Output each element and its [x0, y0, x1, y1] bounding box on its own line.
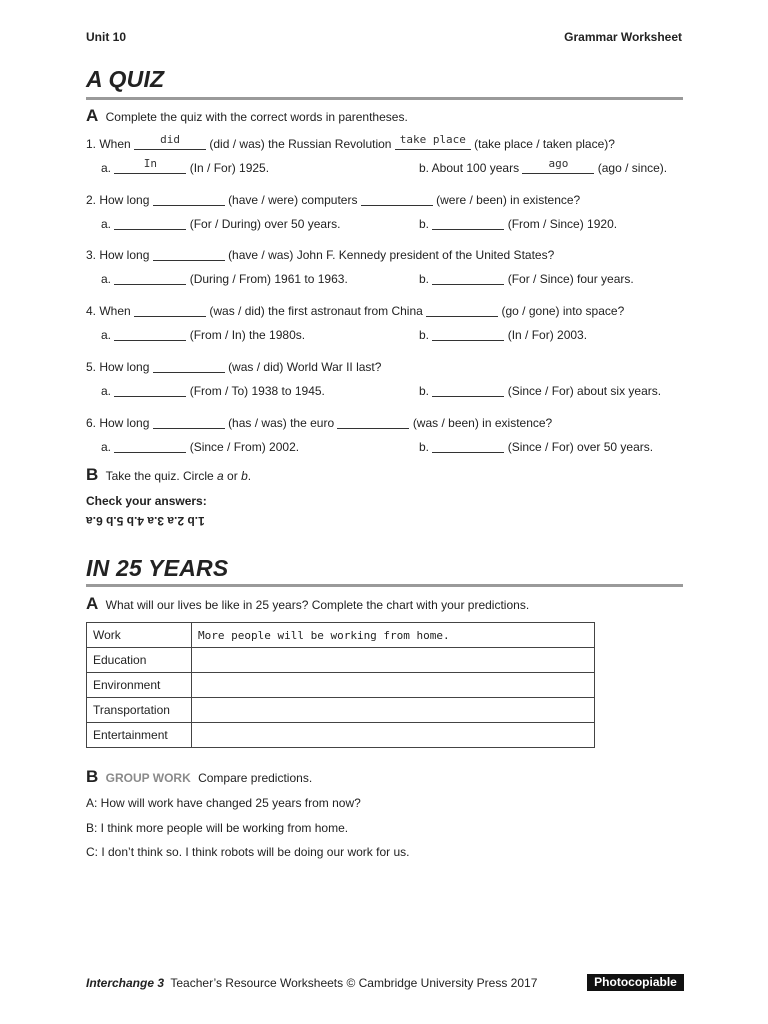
chart-category: Entertainment	[87, 723, 192, 748]
answer-blank[interactable]	[432, 270, 504, 285]
question-6-option-b	[419, 438, 653, 454]
part-a-instruction: Complete the quiz with the correct words in parentheses.	[105, 110, 408, 124]
question-3-end: (have / was) John F. Kennedy president of the United States?	[228, 248, 555, 262]
option-label: b.	[419, 217, 430, 231]
answer-blank[interactable]	[153, 414, 225, 429]
option-label: a.	[101, 161, 112, 175]
option-text: (During / From) 1961 to 1963.	[189, 272, 348, 286]
option-text: (Since / For) over 50 years.	[507, 440, 654, 454]
option-label: b.	[419, 440, 430, 454]
answer-blank[interactable]	[114, 159, 186, 174]
option-text: (In / For) 2003.	[507, 328, 588, 342]
handwritten-answer: did	[160, 133, 180, 146]
option-label: a.	[101, 384, 112, 398]
question-5	[86, 358, 381, 374]
question-5-option-b	[419, 382, 661, 398]
chart-prediction[interactable]	[192, 673, 595, 698]
chart-prediction[interactable]	[192, 623, 595, 648]
question-4	[86, 302, 624, 318]
question-6-start: 6. How long	[86, 416, 150, 430]
option-text: (For / Since) four years.	[507, 272, 634, 286]
option-b-italic: b	[241, 469, 248, 483]
answer-blank[interactable]	[114, 382, 186, 397]
question-5-end: (was / did) World War II last?	[228, 360, 382, 374]
option-text: (From / To) 1938 to 1945.	[189, 384, 325, 398]
years-part-a	[86, 594, 529, 614]
handwritten-answer: take place	[399, 133, 466, 146]
question-2-mid: (have / were) computers	[228, 193, 358, 207]
answer-blank[interactable]	[153, 358, 225, 373]
period-text: .	[247, 469, 252, 483]
answer-blank[interactable]	[432, 326, 504, 341]
option-label: a.	[101, 272, 112, 286]
question-4-option-a	[101, 326, 305, 342]
option-label: b.	[419, 272, 430, 286]
answer-blank[interactable]	[134, 302, 206, 317]
question-1-end: (take place / taken place)?	[474, 137, 615, 151]
question-6-mid: (has / was) the euro	[228, 416, 335, 430]
chart-row	[87, 673, 595, 698]
dialog-line-a: A: How will work have changed 25 years from now?	[86, 796, 361, 810]
predictions-chart	[86, 622, 595, 748]
option-label: a.	[101, 217, 112, 231]
quiz-part-a	[86, 106, 408, 126]
question-3-start: 3. How long	[86, 248, 150, 262]
question-6-end: (was / been) in existence?	[412, 416, 553, 430]
chart-category: Transportation	[87, 698, 192, 723]
unit-label: Unit 10	[86, 30, 127, 44]
copyright-text: Teacher’s Resource Worksheets © Cambridge University Press 2017	[170, 976, 538, 990]
part-a-letter: A	[86, 594, 99, 613]
answer-blank[interactable]	[522, 159, 594, 174]
part-a-instruction: What will our lives be like in 25 years? Complete the chart with your predictions.	[105, 598, 530, 612]
years-title: IN 25 YEARS	[86, 555, 229, 581]
quiz-part-b	[86, 465, 251, 485]
question-3-option-b	[419, 270, 634, 286]
question-4-mid: (was / did) the first astronaut from China	[209, 304, 423, 318]
option-text: (From / Since) 1920.	[507, 217, 618, 231]
question-6	[86, 414, 552, 430]
answer-blank[interactable]	[114, 438, 186, 453]
quiz-title-rule	[86, 97, 683, 100]
option-text: (In / For) 1925.	[189, 161, 270, 175]
handwritten-answer: In	[143, 157, 157, 170]
question-2-option-b	[419, 215, 617, 231]
question-3	[86, 246, 554, 262]
question-5-start: 5. How long	[86, 360, 150, 374]
question-6-option-a	[101, 438, 299, 454]
question-1	[86, 135, 615, 151]
answer-blank[interactable]	[153, 191, 225, 206]
answer-blank[interactable]	[114, 270, 186, 285]
group-work-label: GROUP WORK	[105, 771, 191, 785]
answer-blank[interactable]	[114, 215, 186, 230]
question-1-option-b	[419, 159, 667, 175]
answer-blank[interactable]	[114, 326, 186, 341]
answer-blank[interactable]	[134, 135, 206, 150]
chart-prediction[interactable]	[192, 648, 595, 673]
years-part-b	[86, 767, 312, 787]
or-text: or	[227, 469, 238, 483]
upside-down-answers: 1.b 2.a 3.a 4.b 5.b 6.a	[86, 514, 205, 528]
option-label: b.	[419, 328, 430, 342]
option-label: a.	[101, 328, 112, 342]
photocopiable-badge: Photocopiable	[587, 974, 684, 991]
check-answers-label: Check your answers:	[86, 494, 207, 508]
answer-blank[interactable]	[395, 135, 471, 150]
question-1-mid: (did / was) the Russian Revolution	[209, 137, 392, 151]
answer-blank[interactable]	[337, 414, 409, 429]
answer-blank[interactable]	[432, 382, 504, 397]
option-text: (ago / since).	[597, 161, 668, 175]
quiz-title: A QUIZ	[86, 66, 165, 92]
question-4-end: (go / gone) into space?	[501, 304, 625, 318]
question-2-start: 2. How long	[86, 193, 150, 207]
part-b-letter: B	[86, 465, 99, 484]
option-label: b.	[419, 384, 430, 398]
question-2	[86, 191, 580, 207]
option-text: (Since / For) about six years.	[507, 384, 662, 398]
option-text: (Since / From) 2002.	[189, 440, 300, 454]
option-label: a.	[101, 440, 112, 454]
question-1-option-a	[101, 159, 269, 175]
question-3-option-a	[101, 270, 348, 286]
chart-row	[87, 648, 595, 673]
book-title: Interchange 3	[86, 976, 165, 990]
answer-blank[interactable]	[361, 191, 433, 206]
option-label: b. About 100 years	[419, 161, 520, 175]
chart-category: Work	[87, 623, 192, 648]
footer	[86, 976, 537, 990]
years-title-rule	[86, 584, 683, 587]
part-a-letter: A	[86, 106, 99, 125]
answer-blank[interactable]	[432, 438, 504, 453]
chart-prediction[interactable]	[192, 723, 595, 748]
question-4-start: 4. When	[86, 304, 131, 318]
handwritten-prediction: More people will be working from home.	[198, 629, 450, 642]
answer-blank[interactable]	[153, 246, 225, 261]
part-b-instruction: Compare predictions.	[198, 771, 313, 785]
answer-blank[interactable]	[426, 302, 498, 317]
chart-row	[87, 698, 595, 723]
handwritten-answer: ago	[548, 157, 569, 170]
option-text: (For / During) over 50 years.	[189, 217, 341, 231]
chart-row	[87, 723, 595, 748]
dialog-line-b: B: I think more people will be working from home.	[86, 821, 349, 835]
chart-prediction[interactable]	[192, 698, 595, 723]
option-a-italic: a	[217, 469, 224, 483]
part-b-letter: B	[86, 767, 99, 786]
question-2-end: (were / been) in existence?	[436, 193, 581, 207]
chart-row	[87, 623, 595, 648]
worksheet-label: Grammar Worksheet	[564, 30, 682, 44]
part-b-instruction: Take the quiz. Circle	[105, 469, 214, 483]
chart-category: Environment	[87, 673, 192, 698]
answer-blank[interactable]	[432, 215, 504, 230]
question-4-option-b	[419, 326, 587, 342]
question-2-option-a	[101, 215, 340, 231]
question-5-option-a	[101, 382, 325, 398]
chart-category: Education	[87, 648, 192, 673]
question-1-start: 1. When	[86, 137, 131, 151]
dialog-line-c: C: I don’t think so. I think robots will be doing our work for us.	[86, 845, 410, 859]
option-text: (From / In) the 1980s.	[189, 328, 306, 342]
